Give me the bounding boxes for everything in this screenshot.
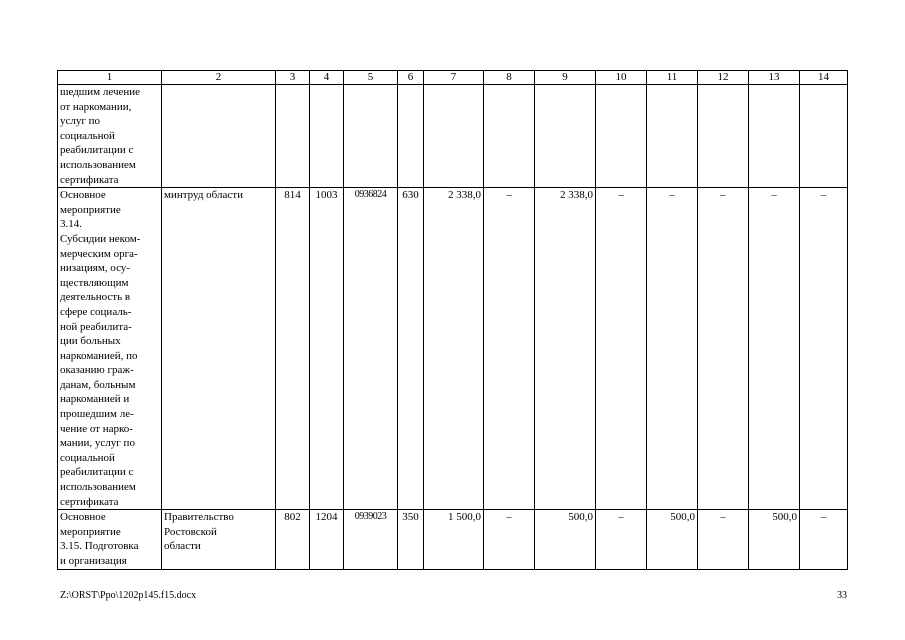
column-number: 7 — [424, 71, 484, 85]
column-number: 3 — [276, 71, 310, 85]
column-number: 6 — [398, 71, 424, 85]
measure-name-cell: шедшим лечение от наркомании, услуг по социальной реабилитации с использованием сертификата — [58, 85, 162, 188]
column-number: 5 — [344, 71, 398, 85]
expense-type-cell: 630 — [398, 188, 424, 510]
amount-cell: – — [800, 510, 848, 570]
amount-cell: – — [647, 188, 698, 510]
grbs-code-cell: 814 — [276, 188, 310, 510]
measure-name-cell: Основное мероприятие 3.15. Подготовка и организация — [58, 510, 162, 570]
footer-file-path: Z:\ORST\Ppo\1202p145.f15.docx — [60, 590, 197, 601]
amount-cell: 2 338,0 — [535, 188, 596, 510]
table-cell — [698, 85, 749, 188]
amount-cell: – — [484, 510, 535, 570]
section-code-cell: 1204 — [310, 510, 344, 570]
measure-name-cell: Основное мероприятие 3.14. Субсидии неком- мерческим орга- низациям, осу- ществляющим деятельность в сфере социаль- ной реабилита- ции больных наркоманией, по оказанию граж- данам, больным наркоманией и прошедшим ле- чение от нарко- мании, услуг по социальной реабилитации с использованием сертификата — [58, 188, 162, 510]
amount-cell: 2 338,0 — [424, 188, 484, 510]
table-cell — [484, 85, 535, 188]
table-cell — [276, 85, 310, 188]
target-code-cell: 0936824 — [344, 188, 398, 510]
column-number: 10 — [596, 71, 647, 85]
amount-cell: 1 500,0 — [424, 510, 484, 570]
executor-cell: Правительство Ростовской области — [162, 510, 276, 570]
table-cell — [424, 85, 484, 188]
amount-cell: – — [698, 188, 749, 510]
column-number: 8 — [484, 71, 535, 85]
table-row-continued — [58, 85, 848, 188]
table-row-measure-3-15 — [58, 510, 848, 570]
column-number-row — [58, 71, 848, 85]
amount-cell: – — [596, 188, 647, 510]
amount-cell: – — [749, 188, 800, 510]
table-cell — [535, 85, 596, 188]
column-number: 4 — [310, 71, 344, 85]
amount-cell: 500,0 — [647, 510, 698, 570]
table-cell — [647, 85, 698, 188]
table-cell — [800, 85, 848, 188]
target-code-cell: 0939023 — [344, 510, 398, 570]
amount-cell: 500,0 — [535, 510, 596, 570]
page-number: 33 — [837, 590, 847, 601]
amount-cell: 500,0 — [749, 510, 800, 570]
section-code-cell: 1003 — [310, 188, 344, 510]
executor-cell — [162, 85, 276, 188]
table-cell — [310, 85, 344, 188]
column-number: 2 — [162, 71, 276, 85]
column-number: 11 — [647, 71, 698, 85]
amount-cell: – — [484, 188, 535, 510]
grbs-code-cell: 802 — [276, 510, 310, 570]
table-cell — [596, 85, 647, 188]
table-cell — [398, 85, 424, 188]
column-number: 13 — [749, 71, 800, 85]
executor-cell: минтруд области — [162, 188, 276, 510]
column-number: 9 — [535, 71, 596, 85]
expense-type-cell: 350 — [398, 510, 424, 570]
table-cell — [749, 85, 800, 188]
amount-cell: – — [698, 510, 749, 570]
amount-cell: – — [596, 510, 647, 570]
amount-cell: – — [800, 188, 848, 510]
column-number: 1 — [58, 71, 162, 85]
column-number: 14 — [800, 71, 848, 85]
table-cell — [344, 85, 398, 188]
program-table — [57, 70, 848, 570]
column-number: 12 — [698, 71, 749, 85]
table-row-measure-3-14 — [58, 188, 848, 510]
